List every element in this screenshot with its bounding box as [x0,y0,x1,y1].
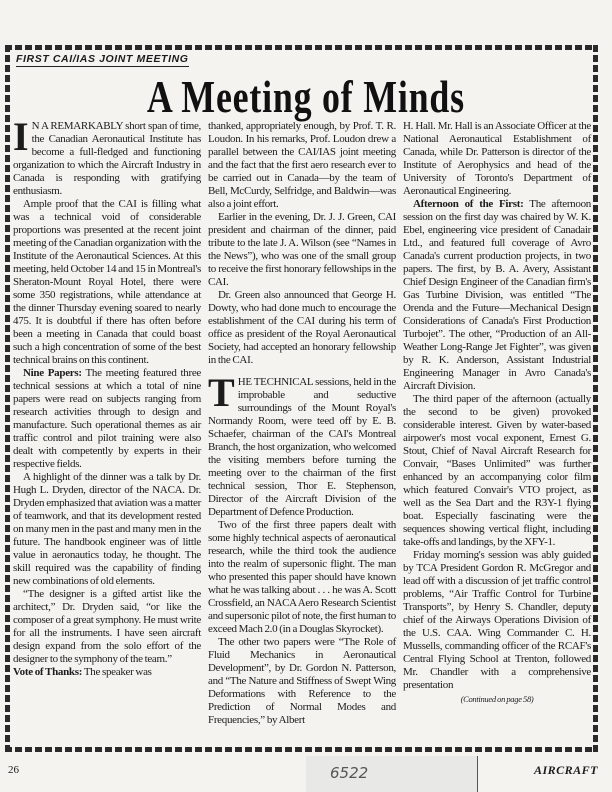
section-kicker: FIRST CAI/IAS JOINT MEETING [16,53,189,65]
paragraph: The third paper of the afternoon (actually the second to be given) provoked considerable interest. Given by water-based airpower's most vocal exponent, Ernest G. Stout, Chief of Naval Aircraft Research for Convair, “Bases Unlimited” was further enhanced by an accompanying color film which featured Convair's VTO project, as well as the Sea Dart and the R3Y-1 flying boat. Especially fascinating were the sequences showing vertical flight, including take-offs and landings, by the XFY-1. [403,393,591,548]
border-right [593,45,598,752]
paragraph: The other two papers were “The Role of Fluid Mechanics in Aeronautical Development”, by Dr. Gordon N. Patterson, and “The Nature and Stiffness of Swept Wing Deformations with Reference to the Prediction of Normal Modes and Frequencies,” by Albert [208,636,396,726]
page-number: 26 [8,764,19,776]
paragraph: “The designer is a gifted artist like the architect,” Dr. Dryden said, “or like the composer of a great symphony. He must write for all the instruments. I have seen aircraft design expand from the solo effort of the designer to the symphony of the team.” [13,588,201,665]
column-1 [13,114,202,679]
magazine-name: AIRCRAFT [533,763,598,777]
paragraph [208,370,396,519]
subhead: Nine Papers: [23,367,82,379]
paragraph [13,666,201,679]
paragraph [13,114,201,198]
column-3 [403,120,591,706]
paragraph-text: The speaker was [82,666,152,678]
paragraph: Dr. Green also announced that George H. Dowty, who had done much to encourage the establishment of the CAI during his term of office as president of the Royal Aeronautical Society, had accepted an honorary fellowship in the CAI. [208,289,396,366]
continued-note: (Continued on page 58) [460,694,534,704]
article-title-wrap [0,70,612,123]
handwritten-number: 6522 [330,764,369,782]
subhead: Vote of Thanks: [13,666,83,678]
article-title: A Meeting of Minds [146,71,465,122]
paragraph-text: N A REMARKABLY short span of time, the Canadian Aeronautical Institute has become a full-fledged and functioning organization to which the Aircraft Industry in Canada is responding with gratifying enthusiasm. [13,120,201,197]
subhead: Afternoon of the First: [413,198,524,210]
paragraph: H. Hall. Mr. Hall is an Associate Officer at the National Aeronautical Establishment of Canada, while Dr. Patterson is director of the Institute of Aerophysics and head of the University of Toronto's Department of Aeronautical Engineering. [403,120,591,197]
paragraph-text: HE TECHNICAL sessions, held in the improbable and seductive surroundings of the Mount Royal's Normandy Room, were teed off by E. B. Schaefer, chairman of the CAI's Montreal Branch, the host organization, who welcomed the visiting members before turning the meeting over to the chairman of the first technical session, Thor E. Stephenson, Director of the Aircraft Division of the Department of Defence Production. [208,376,396,518]
paragraph-text: The meeting featured three technical sessions at which a total of nine papers were read on subjects ranging from research activities through to design and manufacture. Such operational themes as air traffic control and pilot training were also dealt with competently by experts in their respective fields. [13,367,202,470]
paragraph [13,367,201,471]
paragraph: Two of the first three papers dealt with some highly technical aspects of aeronautical research, while the third took the audience into the realm of supersonic flight. The man who presented this paper should have known what he was talking about . . . he was A. Scott Crossfield, an NACA Aero Research Scientist and supersonic pilot of note, the first human to exceed Mach 2.0 (in a Douglas Skyrocket). [208,519,396,635]
paragraph [403,198,591,393]
paragraph-text: The afternoon session on the first day was chaired by W. K. Ebel, engineering vice president of Canadair Ltd., and featured full coverage of Avro Canada's current production projects, in two papers. The first, by B. A. Avery, Assistant Chief Design Engineer of the Canadian firm's Gas Turbine Division, was entitled “The Orenda and the Future—Mechanical Design Considerations of Canada's First Production Turbojet”. The other, “Production of an All-Weather Long-Range Jet Fighter”, was given by R. K. Anderson, Assistant Industrial Engineering Manager in Avro Canada's Aircraft Division. [403,198,591,392]
drop-cap: I [13,114,29,159]
paragraph: Earlier in the evening, Dr. J. J. Green, CAI president and chairman of the dinner, paid tribute to the late J. A. Wilson (see “Names in the News”), who was one of the small group to receive the first honorary fellowships in the CAI. [208,211,396,288]
paragraph: thanked, appropriately enough, by Prof. T. R. Loudon. In his remarks, Prof. Loudon drew a parallel between the CAI/IAS joint meeting and the fact that the first aero research ever to be carried out in Canada—by the team of Bell, McCurdy, Selfridge, and Baldwin—was also a joint effort. [208,120,396,210]
paragraph: Friday morning's session was ably guided by TCA President Gordon R. McGregor and lead off with a discussion of jet traffic control problems, “Air Traffic Control for Turbine Transports”, by Henry S. Chandler, deputy chief of the Airways Operations Division of the U.S. CAA. Wing Commander C. H. Mussells, commanding officer of the RCAF's Central Flying School at Trenton, followed Mr. Chandler with a comprehensive presentation [403,549,591,691]
drop-cap: T [208,370,235,415]
paragraph: Ample proof that the CAI is filling what was a technical void of considerable proportions was presented at the recent joint meeting of the Canadian organization with the Institute of the Aeronautical Sciences. At this meeting, held October 14 and 15 in Montreal's Sheraton-Mount Royal Hotel, there were some 350 registrations, while attendance at the dinner Thursday evening soared to nearly 475. It is doubtful if there has often before been a meeting in Canada that could boast such a high concentration of some of the best technical brains on this continent. [13,198,201,366]
paragraph: A highlight of the dinner was a talk by Dr. Hugh L. Dryden, director of the NACA. Dr. Dryden emphasized that aviation was a matter of teamwork, and that its development rested on many men in the past and many men in the future. The handbook engineer was of little value in aeronautics today, he thought. The skill required was the capability of finding new combinations of old elements. [13,471,201,587]
column-2 [208,120,396,727]
border-left [5,45,10,752]
border-top [5,45,598,50]
border-bottom [5,747,598,752]
